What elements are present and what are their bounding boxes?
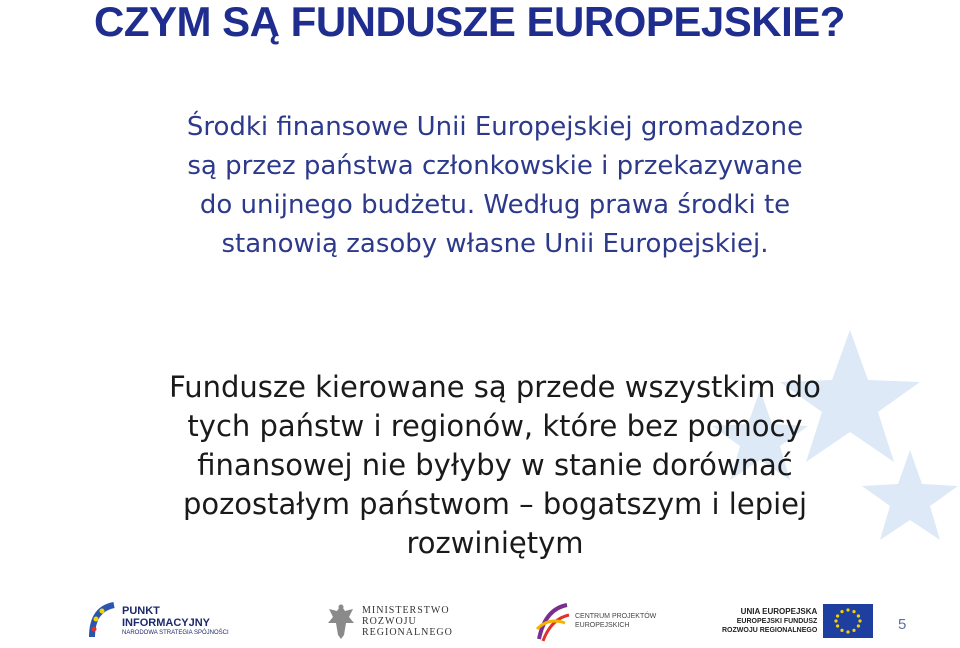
eu-flag-icon bbox=[823, 604, 873, 638]
logo-text: ROZWOJU REGIONALNEGO bbox=[722, 627, 818, 634]
logo-text: PUNKT bbox=[122, 605, 160, 617]
paragraph-line: stanowią zasoby własne Unii Europejskiej. bbox=[221, 229, 769, 259]
paragraph-budget bbox=[60, 108, 930, 264]
logo-centrum-projektow bbox=[535, 598, 656, 644]
logo-text: EUROPEJSKI FUNDUSZ bbox=[736, 618, 818, 625]
logo-text: CENTRUM PROJEKTÓW bbox=[575, 613, 657, 620]
paragraph-line: Środki finansowe Unii Europejskiej gromadzone bbox=[186, 112, 804, 142]
paragraph-line: tych państw i regionów, które bez pomocy bbox=[187, 409, 803, 443]
logo-text: REGIONALNEGO bbox=[362, 626, 453, 638]
slide-title: CZYM SĄ FUNDUSZE EUROPEJSKIE? bbox=[94, 0, 845, 45]
logo-text: ROZWOJU bbox=[362, 615, 417, 627]
paragraph-line: rozwiniętym bbox=[406, 526, 584, 560]
paragraph-line: finansowej nie byłyby w stanie dorównać bbox=[197, 448, 793, 482]
logo-text: NARODOWA STRATEGIA SPÓJNOŚCI bbox=[122, 630, 229, 636]
paragraph-line: pozostałym państwom – bogatszym i lepiej bbox=[182, 487, 808, 521]
eagle-emblem-icon bbox=[326, 601, 356, 641]
stars-arc-icon bbox=[88, 601, 116, 641]
page-number: 5 bbox=[898, 616, 907, 633]
logo-unia-europejska bbox=[722, 598, 873, 644]
paragraph-purpose bbox=[60, 368, 930, 563]
logo-text: MINISTERSTWO bbox=[362, 604, 450, 616]
logo-punkt-informacyjny bbox=[88, 598, 229, 644]
logo-ministerstwo bbox=[326, 598, 453, 644]
logo-text: UNIA EUROPEJSKA bbox=[740, 607, 818, 616]
paragraph-line: Fundusze kierowane są przede wszystkim do bbox=[169, 370, 821, 404]
logo-text: EUROPEJSKICH bbox=[575, 622, 630, 629]
swoosh-icon bbox=[535, 599, 571, 643]
footer-logos bbox=[0, 588, 960, 648]
paragraph-line: do unijnego budżetu. Według prawa środki te bbox=[199, 190, 791, 220]
paragraph-line: są przez państwa członkowskie i przekazywane bbox=[187, 151, 803, 181]
logo-text: INFORMACYJNY bbox=[122, 617, 211, 629]
